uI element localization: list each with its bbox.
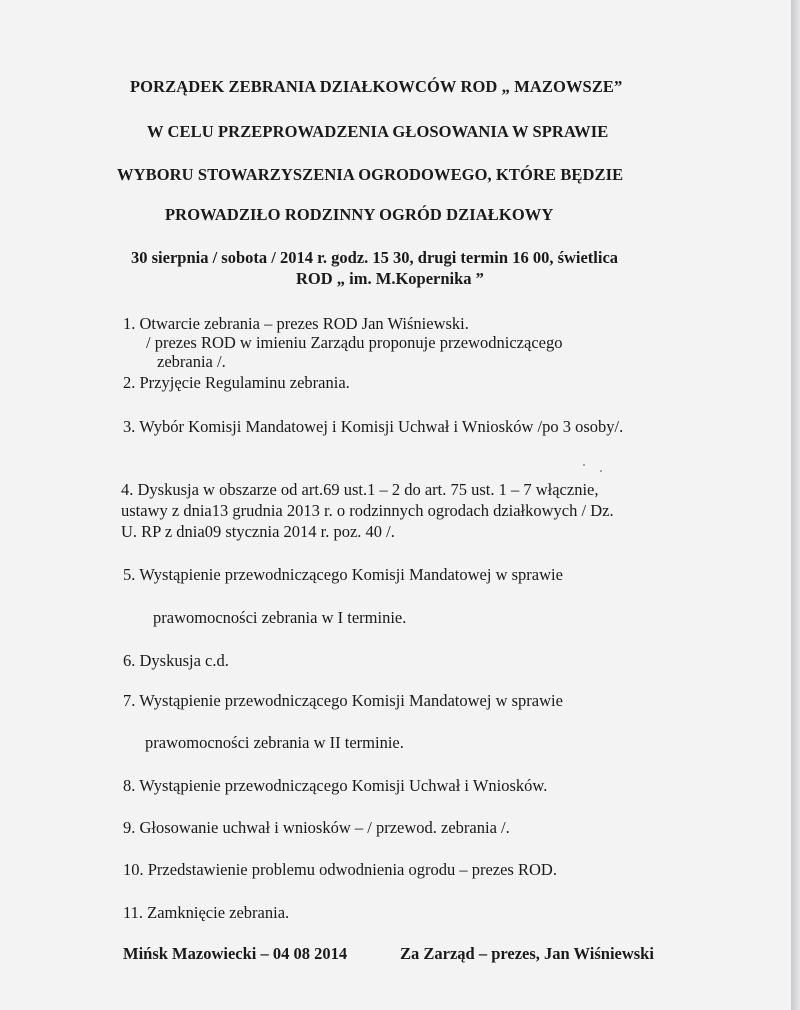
agenda-item-9: 9. Głosowanie uchwał i wniosków – / przewod. zebrania /. xyxy=(123,818,510,837)
agenda-item-8: 8. Wystąpienie przewodniczącego Komisji Uchwał i Wniosków. xyxy=(123,776,548,795)
heading-line-4: PROWADZIŁO RODZINNY OGRÓD DZIAŁKOWY xyxy=(165,205,554,224)
agenda-item-11: 11. Zamknięcie zebrania. xyxy=(123,903,290,922)
agenda-item-5: 5. Wystąpienie przewodniczącego Komisji Mandatowej w sprawie xyxy=(123,565,563,584)
scan-speck xyxy=(583,464,585,466)
agenda-item-1-line-3: zebrania /. xyxy=(157,352,226,371)
agenda-item-1-line-2: / prezes ROD w imieniu Zarządu proponuje przewodniczącego xyxy=(146,333,563,352)
scan-edge xyxy=(791,0,800,1010)
footer-place-date: Mińsk Mazowiecki – 04 08 2014 xyxy=(123,944,348,963)
agenda-item-7-line-2: prawomocności zebrania w II terminie. xyxy=(145,733,404,752)
agenda-item-4: 4. Dyskusja w obszarze od art.69 ust.1 – 2 do art. 75 ust. 1 – 7 włącznie, xyxy=(121,480,599,499)
agenda-item-4-line-3: U. RP z dnia09 stycznia 2014 r. poz. 40 /. xyxy=(121,522,395,541)
agenda-item-2: 2. Przyjęcie Regulaminu zebrania. xyxy=(123,373,350,392)
heading-line-1: PORZĄDEK ZEBRANIA DZIAŁKOWCÓW ROD „ MAZOWSZE” xyxy=(130,77,623,96)
footer-signature: Za Zarząd – prezes, Jan Wiśniewski xyxy=(400,944,654,963)
agenda-item-5-line-2: prawomocności zebrania w I terminie. xyxy=(153,608,407,627)
agenda-item-7: 7. Wystąpienie przewodniczącego Komisji Mandatowej w sprawie xyxy=(123,691,563,710)
agenda-item-6: 6. Dyskusja c.d. xyxy=(123,651,229,670)
agenda-item-4-line-2: ustawy z dnia13 grudnia 2013 r. o rodzinnych ogrodach działkowych / Dz. xyxy=(121,501,614,520)
agenda-item-1: 1. Otwarcie zebrania – prezes ROD Jan Wiśniewski. xyxy=(123,314,469,333)
heading-line-2: W CELU PRZEPROWADZENIA GŁOSOWANIA W SPRAWIE xyxy=(147,122,609,141)
agenda-item-10: 10. Przedstawienie problemu odwodnienia ogrodu – prezes ROD. xyxy=(123,860,557,879)
agenda-item-3: 3. Wybór Komisji Mandatowej i Komisji Uchwał i Wniosków /po 3 osoby/. xyxy=(123,417,624,436)
scan-speck xyxy=(600,470,602,472)
date-line-1: 30 sierpnia / sobota / 2014 r. godz. 15 30, drugi termin 16 00, świetlica xyxy=(131,248,619,267)
heading-line-3: WYBORU STOWARZYSZENIA OGRODOWEGO, KTÓRE BĘDZIE xyxy=(117,165,624,184)
date-line-2: ROD „ im. M.Kopernika ” xyxy=(296,269,484,288)
